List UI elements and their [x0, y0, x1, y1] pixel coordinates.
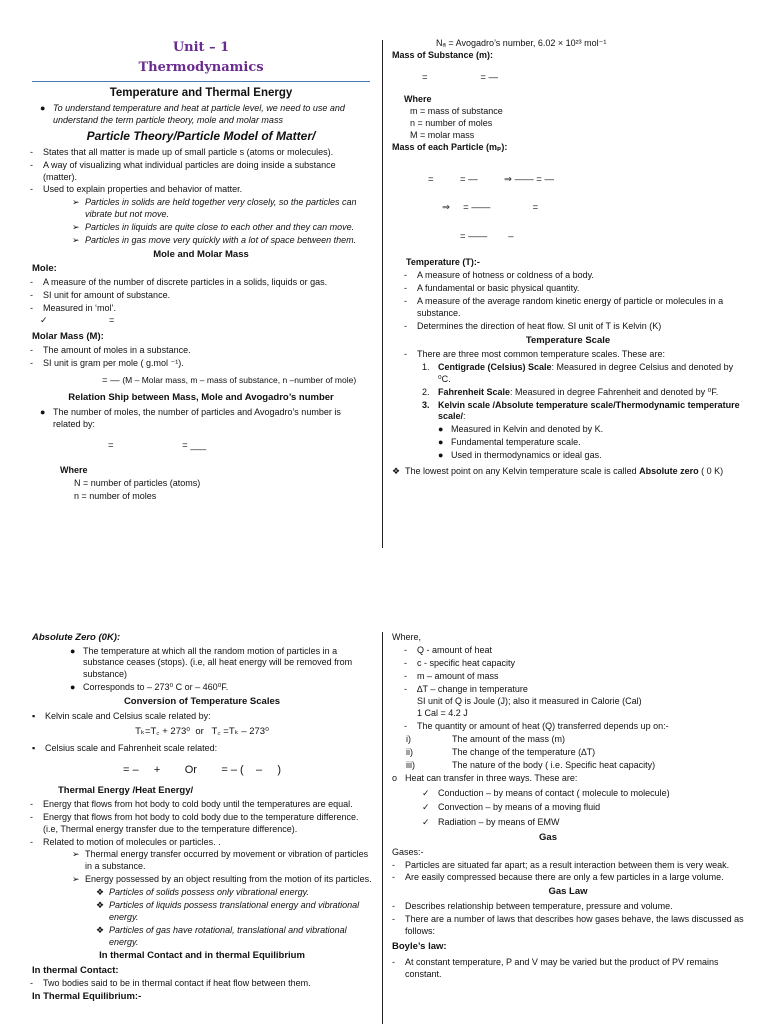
si-unit-line: SI unit of Q is Joule (J); also it measured in Calorie (Cal) [417, 696, 642, 707]
list-item: - Two bodies said to be in thermal contact if heat flow between them. [30, 978, 311, 989]
list-item: ● The temperature at which all the random motion of particles in a substance ceases (stops). (i.e, all heat energy will be removed from substance) [70, 645, 353, 680]
kelvin-celsius-formula: Tₖ=T꜀ + 273⁰ or T꜀ =Tₖ – 273⁰ [135, 726, 269, 738]
page-2 [0, 628, 768, 1024]
list-item: - States that all matter is made up of small particle s (atoms or molecules). [30, 146, 334, 157]
particle-mass-label: Mass of each Particle (mₚ): [392, 141, 508, 152]
relation-definitions [74, 478, 370, 503]
bullet-icon: ● [70, 645, 76, 656]
temperature-list [404, 270, 744, 332]
dash-icon: - [404, 349, 407, 360]
mass-of-substance-label: Mass of Substance (m): [392, 49, 494, 60]
title-rule [32, 81, 370, 82]
thermal-contact-list [30, 978, 372, 990]
definition-item: M = molar mass [410, 129, 475, 140]
dash-icon: - [392, 900, 395, 911]
kelvin-list [438, 424, 744, 462]
dash-icon: - [30, 289, 33, 300]
scale-list [422, 362, 744, 423]
absolute-zero-list [70, 646, 372, 695]
particle-list [30, 147, 370, 197]
relation-bullet: ● The number of moles, the number of particles and Avogadro’s number is related by: [40, 406, 341, 429]
arrow-right-icon: ➢ [72, 197, 80, 208]
page-2-right-column [386, 628, 768, 1024]
thermal-contact-heading: In thermal Contact and in thermal Equilibrium [99, 950, 305, 962]
intro-list [40, 103, 370, 127]
temperature-scale-heading: Temperature Scale [525, 334, 611, 346]
list-item: - Used to explain properties and behavior of matter. [30, 184, 243, 195]
diamond-bullet-icon: ❖ [392, 465, 401, 476]
list-item: - Energy that flows from hot body to cold body until the temperatures are equal. [30, 798, 353, 809]
list-item: ➢ Particles in solids are held together very closely, so the particles can vibrate but not move. [72, 197, 357, 220]
list-item: - ∆T – change in temperature [404, 683, 528, 694]
particle-mass-formula-1: = = — ⇒ —— = — [428, 173, 554, 185]
list-item: ● Measured in Kelvin and denoted by K. [438, 424, 604, 435]
dash-icon: - [30, 811, 33, 822]
dash-icon: - [392, 956, 395, 967]
dash-icon: - [404, 721, 407, 732]
diamond-bullet-icon: ❖ [96, 924, 105, 935]
list-item: - Describes relationship between temperature, pressure and volume. [392, 900, 673, 911]
unit-title: Thermodynamics [138, 59, 264, 75]
particle-mass-formula-2: ⇒ = —— = [442, 202, 539, 214]
list-item: - The quantity or amount of heat (Q) transferred depends up on:- [404, 721, 669, 732]
boyles-law-label: Boyle’s law: [392, 941, 447, 953]
celsius-fahrenheit-formula: = – + Or = – ( – ) [122, 763, 282, 776]
arrow-right-icon: ➢ [72, 234, 80, 245]
list-item: ● Corresponds to – 273⁰ C or – 460⁰F. [70, 682, 229, 693]
heat-definitions [404, 645, 744, 696]
thermal-contact-label: In thermal Contact: [32, 964, 119, 976]
dash-icon: - [404, 283, 407, 293]
dash-icon: - [404, 683, 407, 694]
list-item: - Energy that flows from hot body to cold body due to the temperature difference. (i.e, Thermal energy transfer due to the temperature difference). [30, 811, 359, 834]
thermal-diamond-list [96, 887, 372, 948]
list-item: ➢ Energy possessed by an object resulting from the motion of its particles. [72, 874, 372, 885]
list-item: - Measured in ‘mol’. [30, 302, 117, 313]
dash-icon: - [30, 344, 33, 355]
avogadro-definition: Nₐ = Avogadro’s number, 6.02 × 10²³ mol⁻¹ [436, 38, 607, 48]
list-item: ❖ The lowest point on any Kelvin temperature scale is called Absolute zero ( 0 K) [392, 465, 724, 476]
list-item: ➢ Thermal energy transfer occurred by movement or vibration of particles in a substance. [72, 849, 369, 872]
relation-heading: Relation Ship between Mass, Mole and Avogadro’s number [68, 392, 334, 404]
where-label: Where [60, 464, 88, 475]
gases-label: Gases:- [392, 846, 424, 857]
list-item: o Heat can transfer in three ways. These are: [392, 772, 578, 783]
definition-item: N = number of particles (atoms) [74, 477, 201, 488]
dash-icon: - [30, 978, 33, 989]
list-item: - SI unit for amount of substance. [30, 289, 171, 300]
list-item: - A way of visualizing what individual particles are doing inside a substance (matter). [30, 159, 336, 182]
mass-where-label: Where [404, 94, 432, 105]
unit-number: Unit – 1 [172, 40, 230, 55]
list-item: ✓ Radiation – by means of EMW [422, 817, 560, 828]
checkmark-icon: ✓ [422, 787, 430, 798]
dash-icon: - [404, 644, 407, 655]
boyles-law-list [392, 957, 744, 981]
list-item: ● Fundamental temperature scale. [438, 437, 581, 448]
transfer-methods [422, 788, 744, 830]
bullet-icon: ● [438, 437, 444, 448]
depends-list [404, 721, 744, 733]
page-1-left-column [0, 0, 380, 552]
list-item: - The amount of moles in a substance. [30, 344, 191, 355]
definition-item: m = mass of substance [410, 106, 503, 117]
list-item: ❖ Particles of solids possess only vibrational energy. [96, 887, 309, 898]
gas-law-list [392, 901, 744, 938]
dash-icon: - [30, 159, 33, 170]
list-item: ❖ Particles of liquids possess translational energy and vibrational energy. [96, 899, 360, 922]
list-item: 1. Centigrade (Celsius) Scale: Measured in degree Celsius and denoted by ⁰C. [422, 361, 734, 384]
circle-bullet-icon: o [392, 772, 398, 783]
gas-law-heading: Gas Law [548, 886, 588, 898]
dash-icon: - [30, 276, 33, 287]
dash-icon: - [404, 670, 407, 681]
dash-icon: - [404, 657, 407, 668]
depends-factors [406, 734, 744, 772]
dash-icon: - [30, 836, 33, 847]
mole-formula: ✓ = [40, 315, 115, 326]
list-item: ➢ Particles in gas move very quickly with a lot of space between them. [72, 234, 357, 245]
bullet-icon: ● [40, 406, 46, 417]
list-item: ▪ Celsius scale and Fahrenheit scale related: [32, 742, 218, 753]
list-item: 2. Fahrenheit Scale: Measured in degree Fahrenheit and denoted by ⁰F. [422, 386, 719, 397]
bullet-icon: ● [438, 424, 444, 435]
list-item: - Particles are situated far apart; as a result interaction between them is very weak. [392, 859, 730, 870]
list-item: - SI unit is gram per mole ( g.mol ⁻¹). [30, 357, 184, 368]
dash-icon: - [30, 302, 33, 313]
gas-heading: Gas [539, 832, 557, 844]
dash-icon: - [404, 320, 407, 331]
checkmark-icon: ✓ [422, 802, 430, 813]
thermal-equilibrium-label: In Thermal Equilibrium:- [32, 991, 142, 1003]
list-item: - There are a number of laws that describes how gases behave, the laws discussed as follows: [392, 913, 744, 936]
molar-mass-list [30, 345, 370, 370]
list-item: - A measure of the number of discrete particles in a solids, liquids or gas. [30, 276, 328, 287]
thermal-energy-heading: Thermal Energy /Heat Energy/ [58, 785, 194, 797]
absolute-zero-label: Absolute Zero (0K): [32, 632, 121, 643]
square-bullet-icon: ▪ [32, 710, 36, 721]
dash-icon: - [404, 270, 407, 281]
section-title: Temperature and Thermal Energy [109, 87, 293, 99]
list-item: - A fundamental or basic physical quantity. [404, 283, 580, 293]
list-item: - Are easily compressed because there are only a few particles in a large volume. [392, 872, 724, 883]
page-2-left-column [0, 628, 380, 1024]
intro-bullet: ● To understand temperature and heat at particle level, we need to use and understand the term particle theory, mole and molar mass [40, 103, 345, 126]
calorie-conversion: 1 Cal = 4.2 J [417, 708, 468, 719]
scale-intro-list [404, 349, 744, 361]
list-item: - c - specific heat capacity [404, 657, 516, 668]
gas-list [392, 860, 744, 885]
mass-definitions [410, 106, 744, 142]
molar-mass-label: Molar Mass (M): [32, 331, 104, 343]
dash-icon: - [392, 913, 395, 924]
dash-icon: - [392, 872, 395, 883]
dash-icon: - [30, 357, 33, 368]
dash-icon: - [30, 184, 33, 195]
heat-where-label: Where, [392, 632, 422, 642]
list-item: ❖ Particles of gas have rotational, translational and vibrational energy. [96, 924, 347, 947]
list-item: ✓ Convection – by means of a moving fluid [422, 802, 601, 813]
definition-item: n = number of moles [410, 118, 493, 129]
heat-transfer-list [392, 773, 744, 785]
checkmark-icon: ✓ [40, 315, 48, 326]
page-1-right-column [386, 0, 768, 552]
diamond-bullet-icon: ❖ [96, 899, 105, 910]
list-item: ▪ Kelvin scale and Celsius scale related by: [32, 710, 211, 721]
mole-list [30, 277, 370, 328]
checkmark-icon: ✓ [422, 817, 430, 828]
dash-icon: - [30, 798, 33, 809]
list-item: ii) The change of the temperature (∆T) [406, 746, 596, 757]
thermal-energy-list [30, 799, 372, 849]
arrow-right-icon: ➢ [72, 874, 80, 885]
definition-item: n = number of moles [74, 490, 157, 501]
conversion-heading: Conversion of Temperature Scales [123, 696, 281, 708]
absolute-zero-note [392, 466, 744, 478]
list-item: - Q - amount of heat [404, 644, 493, 655]
page-gap [0, 552, 768, 628]
list-item: - At constant temperature, P and V may be varied but the product of PV remains constant. [392, 956, 719, 979]
relation-formula: = = ___ [108, 440, 207, 452]
mole-label: Mole: [32, 263, 57, 275]
mass-formula: = = — [422, 71, 499, 83]
particle-theory-heading: Particle Theory/Particle Model of Matter/ [86, 128, 316, 143]
list-item: - Determines the direction of heat flow. SI unit of T is Kelvin (K) [404, 320, 662, 331]
conversion-list-2 [32, 743, 372, 755]
arrow-right-icon: ➢ [72, 222, 80, 232]
list-item: - There are three most common temperature scales. These are: [404, 349, 665, 360]
particle-mass-formula-3: = —— – [460, 230, 514, 242]
molar-mass-formula: = — (M – Molar mass, m – mass of substance, n –number of mole) [102, 374, 357, 386]
list-item: ● Used in thermodynamics or ideal gas. [438, 450, 602, 461]
bullet-icon: ● [438, 450, 444, 461]
list-item: - Related to motion of molecules or particles. . [30, 836, 221, 847]
conversion-list-1 [32, 711, 372, 723]
list-item: - A measure of the average random kinetic energy of particle or molecules in a substance. [404, 295, 724, 318]
list-item: ➢ Particles in liquids are quite close to each other and they can move. [72, 222, 355, 232]
relation-list [40, 407, 370, 431]
list-item: iii) The nature of the body ( i.e. Specific heat capacity) [406, 759, 656, 770]
diamond-bullet-icon: ❖ [96, 887, 105, 898]
list-item: ✓ Conduction – by means of contact ( molecule to molecule) [422, 787, 670, 798]
list-item: 3. Kelvin scale /Absolute temperature scale/Thermodynamic temperature scale/: [422, 399, 740, 422]
dash-icon: - [30, 146, 33, 157]
list-item: - m – amount of mass [404, 670, 499, 681]
dash-icon: - [392, 859, 395, 870]
arrow-right-icon: ➢ [72, 849, 80, 860]
dash-icon: - [404, 295, 407, 306]
mole-heading: Mole and Molar Mass [153, 248, 249, 260]
list-item: - A measure of hotness or coldness of a body. [404, 270, 594, 281]
list-item: i) The amount of the mass (m) [406, 734, 566, 744]
square-bullet-icon: ▪ [32, 742, 36, 753]
particle-arrow-list [72, 197, 370, 247]
thermal-arrow-list [72, 849, 372, 886]
column-divider [382, 40, 383, 548]
column-divider [382, 632, 383, 1024]
temperature-label: Temperature (T):- [406, 257, 480, 268]
bullet-icon: ● [70, 682, 76, 693]
bullet-icon: ● [40, 103, 46, 114]
